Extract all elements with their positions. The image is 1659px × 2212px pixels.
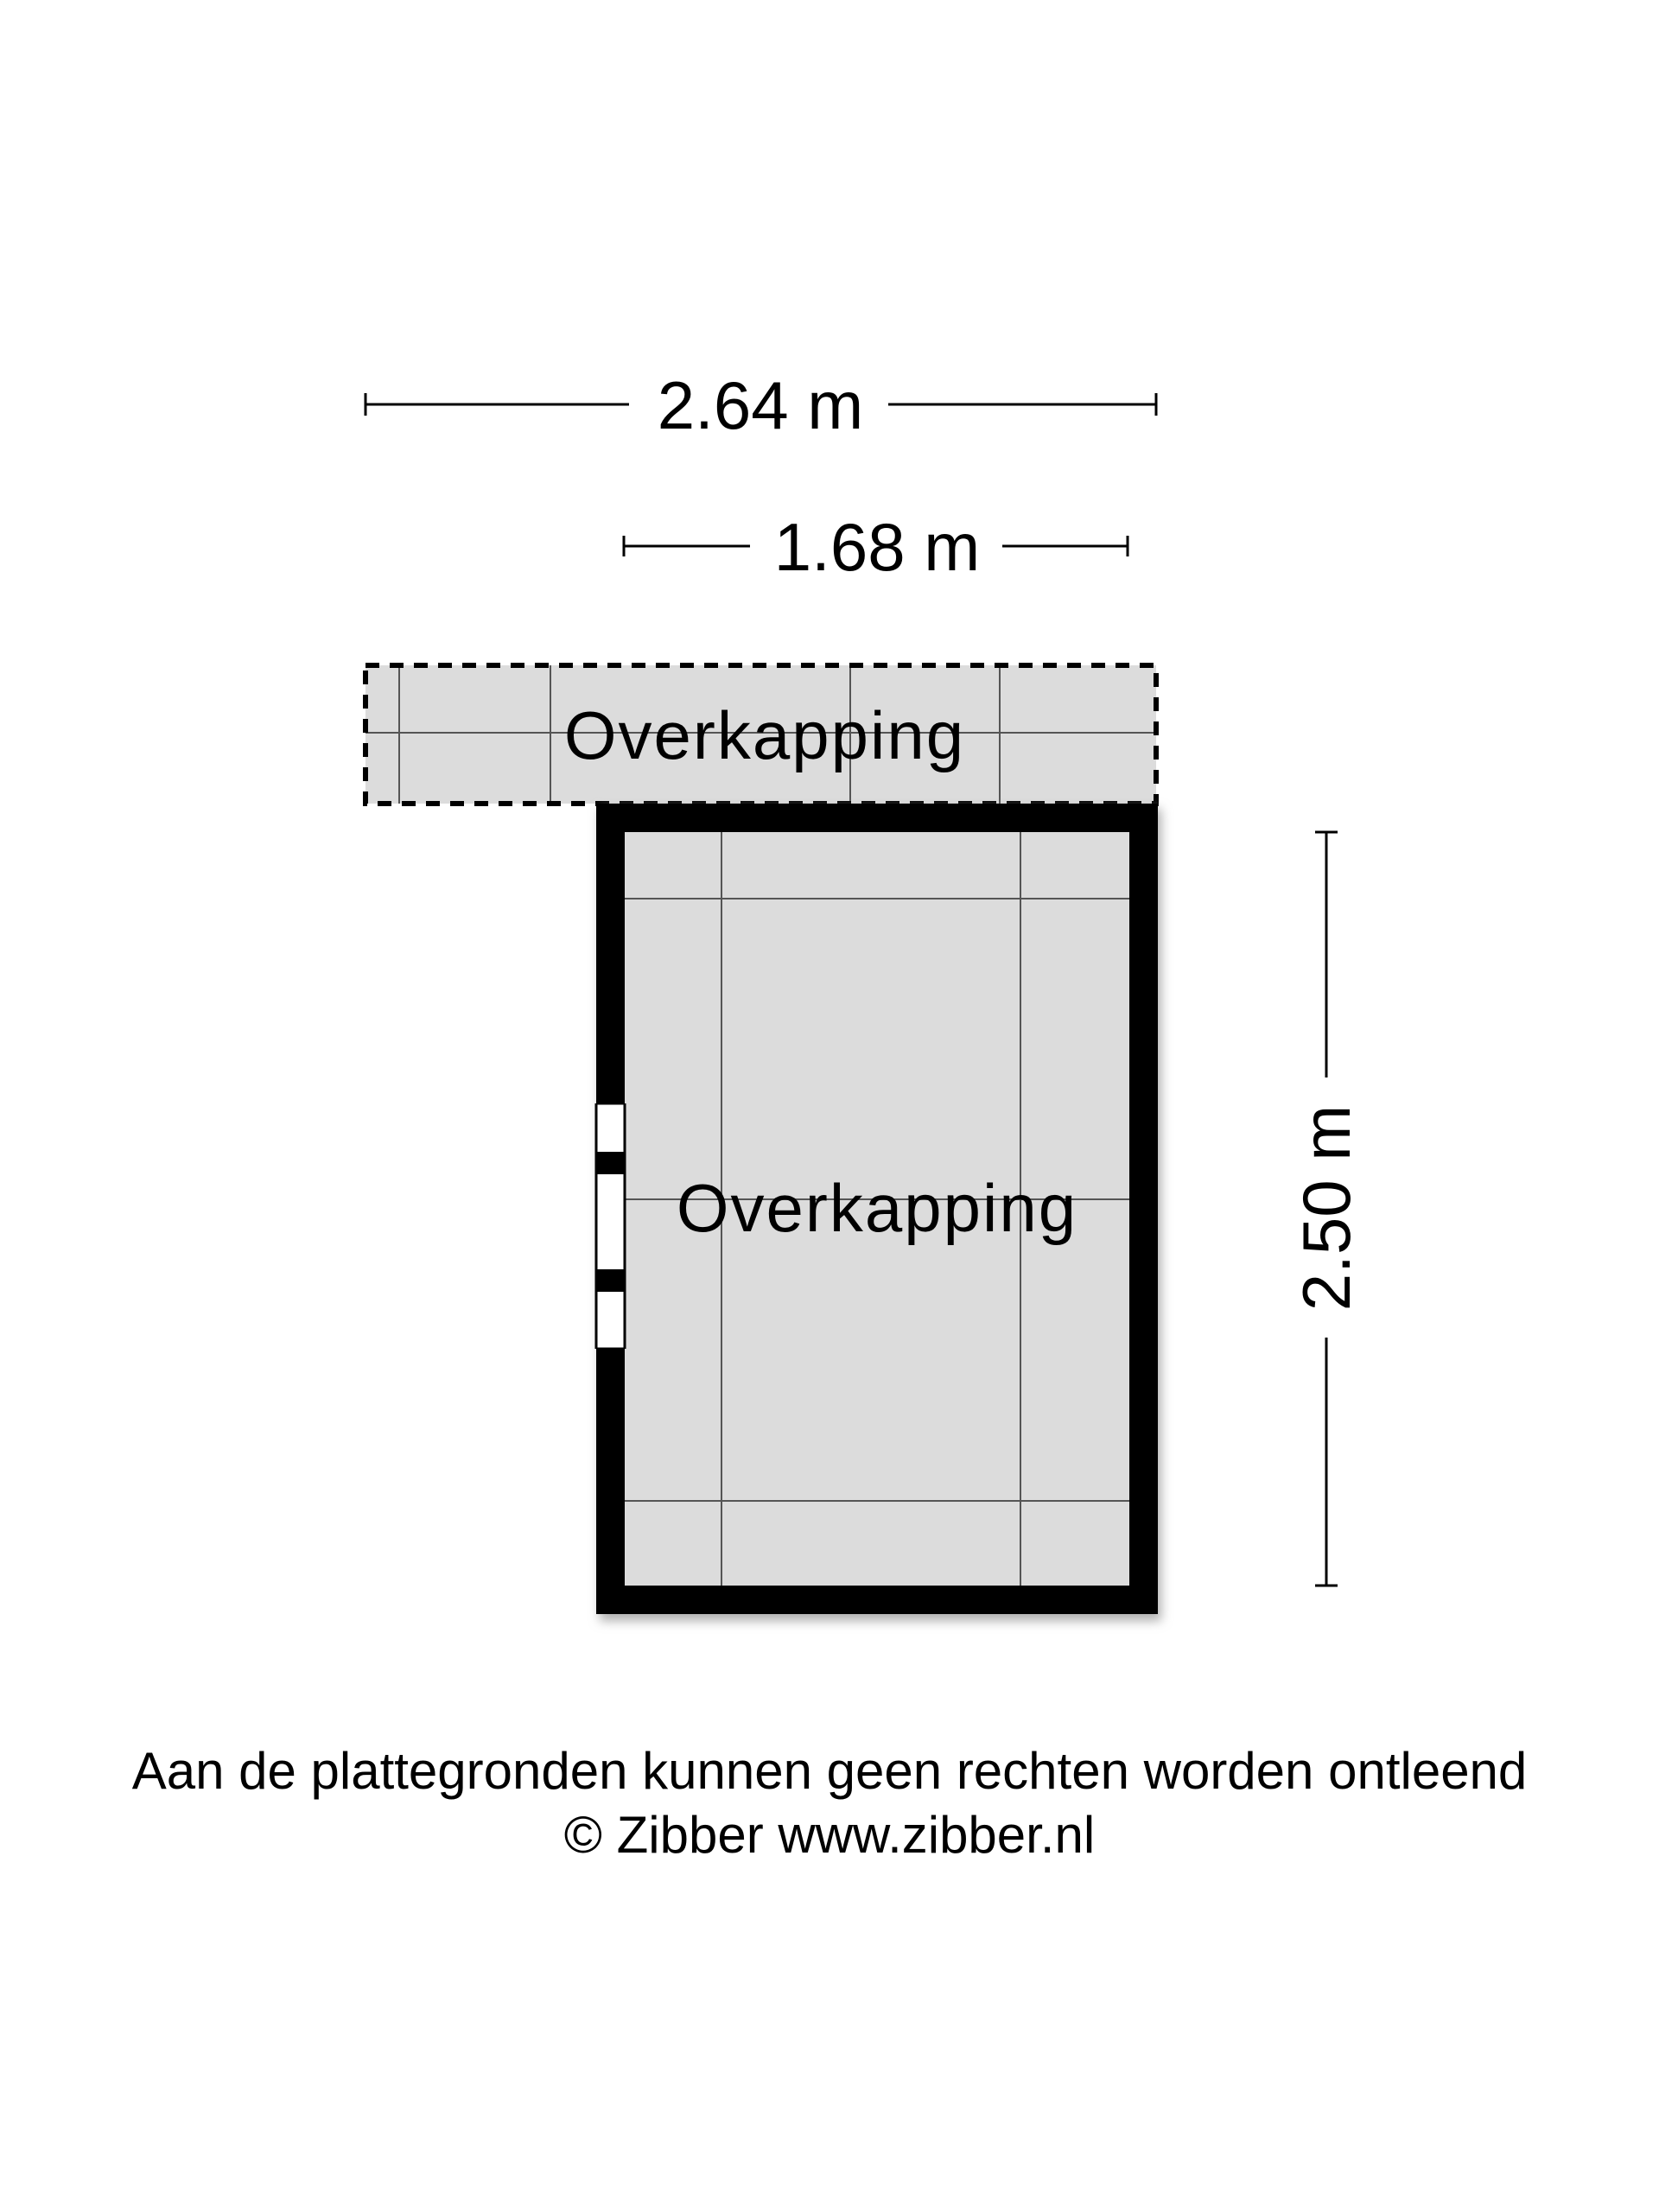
- dimension-total-width: [365, 367, 1156, 443]
- dimension-depth: [1288, 832, 1364, 1586]
- dimension-depth-label: 2.50 m: [1288, 1104, 1364, 1312]
- canopy-strip: [365, 665, 1156, 804]
- canopy-room: [596, 804, 1161, 1621]
- dimension-total-width-label: 2.64 m: [657, 367, 864, 443]
- dimension-inner-width-label: 1.68 m: [773, 509, 981, 585]
- copyright-text: © Zibber www.zibber.nl: [563, 1806, 1096, 1864]
- door-opening: [596, 1103, 625, 1349]
- canopy-room-label: Overkapping: [676, 1170, 1078, 1246]
- disclaimer-text: Aan de plattegronden kunnen geen rechten worden ontleend: [131, 1742, 1528, 1800]
- dimension-inner-width: [624, 509, 1128, 585]
- canopy-strip-label: Overkapping: [563, 697, 966, 773]
